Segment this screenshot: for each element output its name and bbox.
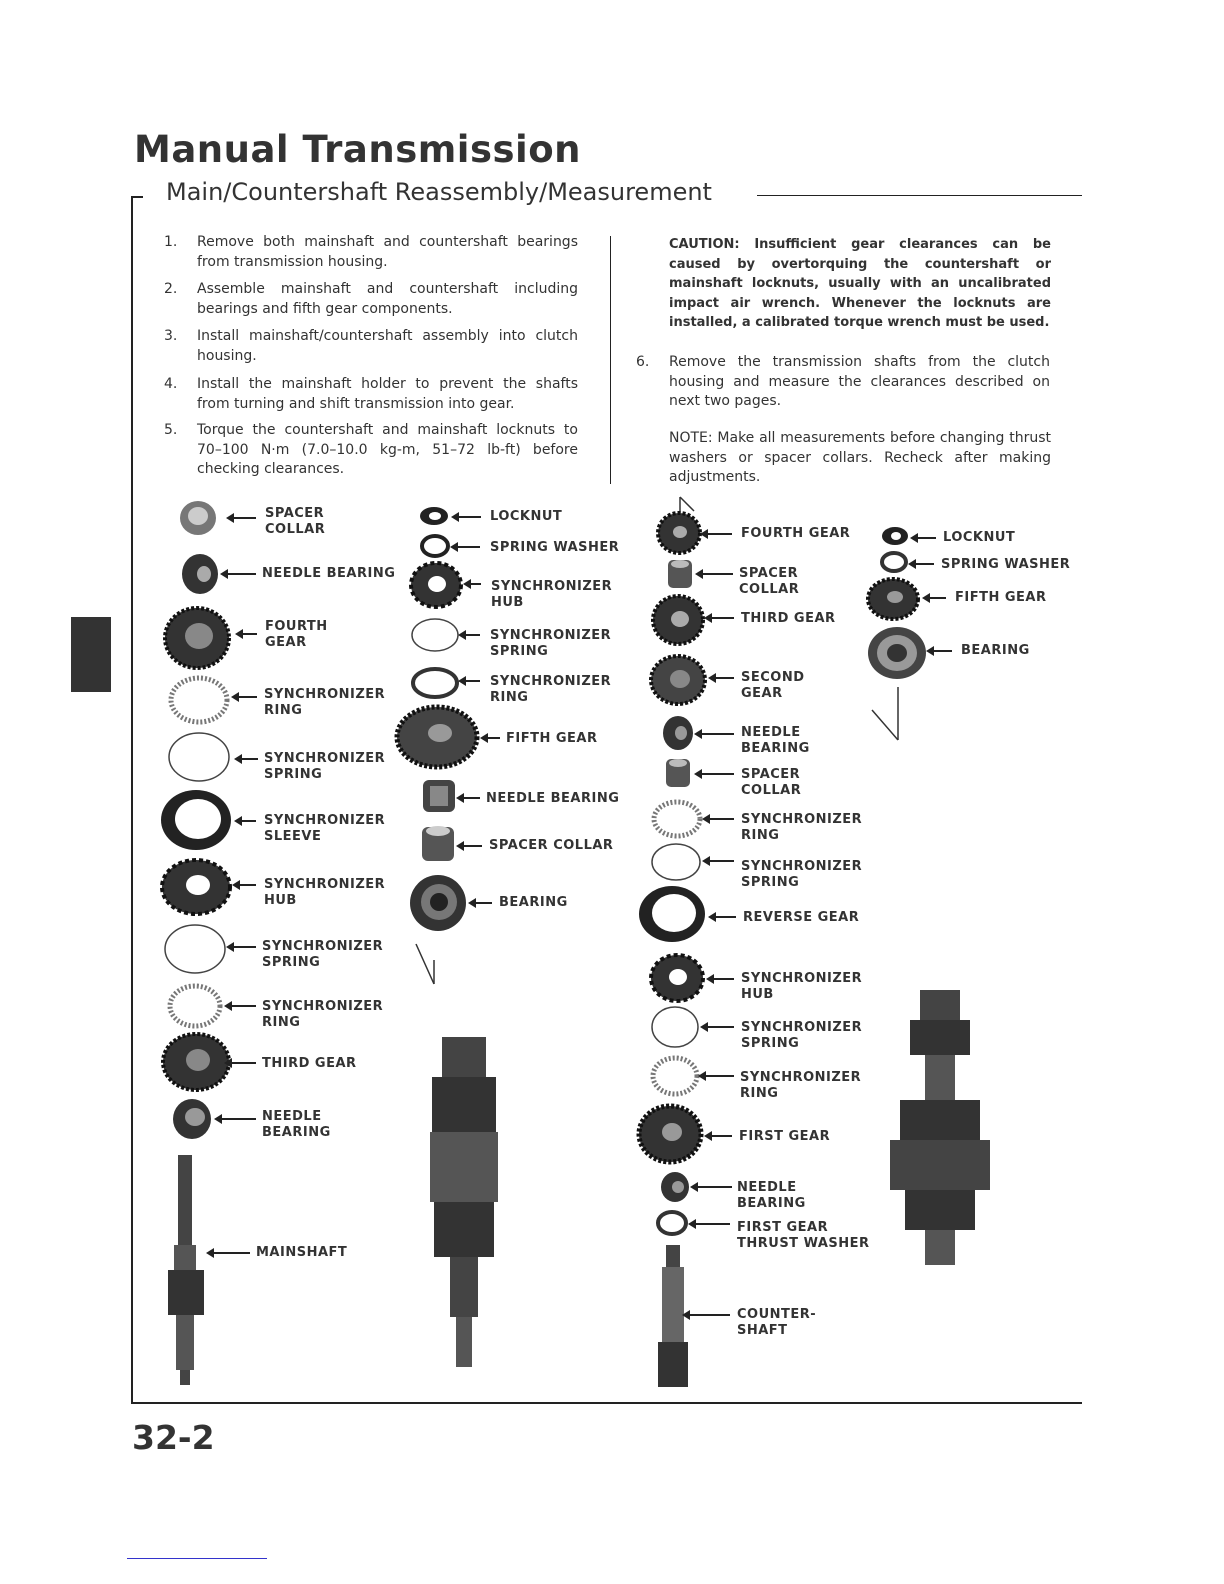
needle-bearing-icon [420,776,460,816]
label-fifth-gear: FIFTH GEAR [506,731,598,746]
label-synchronizer-spring: SYNCHRONIZER SPRING [264,751,386,782]
spacer-collar-icon [662,756,697,791]
step-text: Install the mainshaft holder to prevent the shafts from turning and shift transmission into gear. [197,376,578,412]
label-fifth-gear: FIFTH GEAR [955,590,1047,605]
label-bearing: BEARING [961,643,1030,658]
label-synchronizer-sleeve: SYNCHRONIZER SLEEVE [264,813,386,844]
step-2 [164,280,578,319]
label-fourth-gear: FOURTH GEAR [265,619,328,650]
leader-arrow [706,617,734,619]
assembly-arrow-icon [412,940,442,990]
label-synchronizer-ring: SYNCHRONIZER RING [741,812,863,843]
label-fourth-gear: FOURTH GEAR [741,526,851,541]
label-synchronizer-hub: SYNCHRONIZER HUB [264,877,386,908]
leader-arrow [226,1062,256,1064]
fifth-gear-icon [395,705,485,770]
frame-corner-tick [131,196,143,198]
leader-arrow [236,820,256,822]
leader-arrow [458,797,480,799]
leader-arrow [702,533,732,535]
leader-arrow [460,680,480,682]
synchronizer-ring-icon [651,799,706,841]
label-synchronizer-spring: SYNCHRONIZER SPRING [262,939,384,970]
column-divider [610,236,611,484]
leader-arrow [704,860,734,862]
leader-arrow [228,946,256,948]
leader-arrow [702,1026,734,1028]
needle-bearing-icon [180,552,225,597]
step-text: Install mainshaft/countershaft assembly into clutch housing. [197,328,578,364]
label-spacer-collar: SPACER COLLAR [265,506,326,537]
synchronizer-ring-icon [650,1054,705,1099]
synchronizer-sleeve-icon [158,788,238,853]
leader-arrow [924,597,946,599]
leader-arrow [226,1005,256,1007]
leader-arrow [458,845,482,847]
fourth-gear-icon [162,605,237,670]
leader-arrow [233,696,257,698]
label-mainshaft: MAINSHAFT [256,1245,348,1260]
step-text: Remove the transmission shafts from the clutch housing and measure the clearances described on next two pages. [669,354,1050,409]
fifth-gear-icon [866,577,926,622]
step-3 [164,327,578,366]
step-1 [164,233,578,272]
leader-arrow [222,573,256,575]
step-6 [636,353,1050,412]
leader-arrow [910,563,934,565]
leader-arrow [697,573,733,575]
footer-link-line [127,1558,267,1559]
leader-arrow [452,546,480,548]
note-block: NOTE: Make all measurements before changing thrust washers or spacer collars. Recheck after making adjustments. [669,430,1051,485]
leader-arrow [700,1075,734,1077]
leader-arrow [470,902,492,904]
label-third-gear: THIRD GEAR [262,1056,357,1071]
label-synchronizer-spring: SYNCHRONIZER SPRING [741,1020,863,1051]
frame-bottom-rule [131,1402,1082,1404]
synchronizer-spring-icon [650,842,708,884]
label-spacer-collar: SPACER COLLAR [739,566,800,597]
bearing-icon [407,873,472,935]
label-locknut: LOCKNUT [943,530,1016,545]
assembly-arrow-icon [866,685,906,745]
frame-left-rule [131,196,133,1403]
leader-arrow [696,733,734,735]
leader-arrow [216,1118,256,1120]
step-number: 5. [164,422,178,438]
leader-arrow [710,677,734,679]
leader-arrow [236,758,258,760]
leader-arrow [692,1186,732,1188]
countershaft-icon [652,1242,702,1392]
leader-arrow [696,773,734,775]
step-number: 2. [164,281,178,297]
step-text: Assemble mainshaft and countershaft including bearings and fifth gear components. [197,281,578,317]
section-tab-marker [71,617,111,692]
label-needle-bearing: NEEDLE BEARING [486,791,620,806]
label-bearing: BEARING [499,895,568,910]
assembled-mainshaft-icon [420,1032,510,1372]
leader-arrow [706,1135,732,1137]
label-needle-bearing: NEEDLE BEARING [262,1109,331,1140]
leader-arrow [708,978,734,980]
label-spring-washer: SPRING WASHER [490,540,620,555]
step-text: Torque the countershaft and mainshaft locknuts to 70–100 N·m (7.0–10.0 kg-m, 51–72 lb-ft) before checking clearances. [197,422,578,477]
leader-arrow [690,1223,730,1225]
synchronizer-hub-icon [160,858,235,916]
leader-arrow [482,737,500,739]
step-number: 1. [164,234,178,250]
synchronizer-ring-icon [167,675,232,725]
label-synchronizer-spring: SYNCHRONIZER SPRING [490,628,612,659]
mainshaft-icon [160,1150,220,1390]
leader-arrow [237,633,257,635]
header-rule [757,195,1082,196]
step-number: 6. [636,354,650,370]
leader-arrow [228,517,256,519]
assembled-countershaft-icon [885,985,995,1270]
label-synchronizer-hub: SYNCHRONIZER HUB [491,579,613,610]
needle-bearing-icon [170,1097,220,1142]
label-reverse-gear: REVERSE GEAR [743,910,860,925]
label-synchronizer-ring: SYNCHRONIZER RING [264,687,386,718]
third-gear-icon [650,593,710,648]
step-number: 3. [164,328,178,344]
label-synchronizer-ring: SYNCHRONIZER RING [262,999,384,1030]
leader-arrow [912,537,936,539]
label-countershaft: COUNTER- SHAFT [737,1307,817,1338]
label-synchronizer-hub: SYNCHRONIZER HUB [741,971,863,1002]
reverse-gear-icon [637,884,712,946]
step-4 [164,375,578,414]
page-subtitle: Main/Countershaft Reassembly/Measurement [166,178,712,206]
label-synchronizer-spring: SYNCHRONIZER SPRING [741,859,863,890]
leader-arrow [460,634,480,636]
synchronizer-spring-icon [162,922,232,977]
label-third-gear: THIRD GEAR [741,611,836,626]
second-gear-icon [648,653,713,708]
leader-arrow [710,916,736,918]
first-gear-icon [636,1104,708,1166]
leader-arrow [465,583,481,585]
spacer-collar-icon [178,500,228,540]
label-first-gear: FIRST GEAR [739,1129,831,1144]
leader-arrow [208,1252,250,1254]
label-first-gear-thrust-washer: FIRST GEAR THRUST WASHER [737,1220,870,1251]
synchronizer-spring-icon [410,617,465,655]
step-5 [164,421,578,480]
label-spacer-collar: SPACER COLLAR [489,838,614,853]
page-title: Manual Transmission [134,128,581,171]
leader-arrow [453,516,481,518]
fourth-gear-icon [655,510,705,555]
label-locknut: LOCKNUT [490,509,563,524]
label-needle-bearing: NEEDLE BEARING [737,1180,806,1211]
synchronizer-ring-icon [410,666,465,701]
leader-arrow [704,818,734,820]
caution-block: CAUTION: Insufficient gear clearances can be caused by overtorquing the countershaft or mainshaft locknuts, usually with an uncalibrated impact air wrench. Whenever the locknuts are installed, a calibrated torque wrench must be used. [669,237,1051,330]
label-spring-washer: SPRING WASHER [941,557,1071,572]
leader-arrow [684,1314,730,1316]
spacer-collar-icon [664,557,699,592]
synchronizer-hub-icon [408,560,468,610]
label-needle-bearing: NEEDLE BEARING [741,725,810,756]
label-spacer-collar: SPACER COLLAR [741,767,802,798]
synchronizer-spring-icon [166,730,236,785]
label-needle-bearing: NEEDLE BEARING [262,566,396,581]
step-text: Remove both mainshaft and countershaft bearings from transmission housing. [197,234,578,270]
page-number: 32-2 [132,1418,215,1457]
leader-arrow [234,884,256,886]
leader-arrow [928,650,952,652]
synchronizer-hub-icon [648,952,710,1004]
label-second-gear: SECOND GEAR [741,670,805,701]
synchronizer-spring-icon [650,1005,705,1050]
synchronizer-ring-icon [167,982,227,1030]
label-synchronizer-ring: SYNCHRONIZER RING [490,674,612,705]
bearing-icon [864,625,934,685]
step-number: 4. [164,376,178,392]
label-synchronizer-ring: SYNCHRONIZER RING [740,1070,862,1101]
